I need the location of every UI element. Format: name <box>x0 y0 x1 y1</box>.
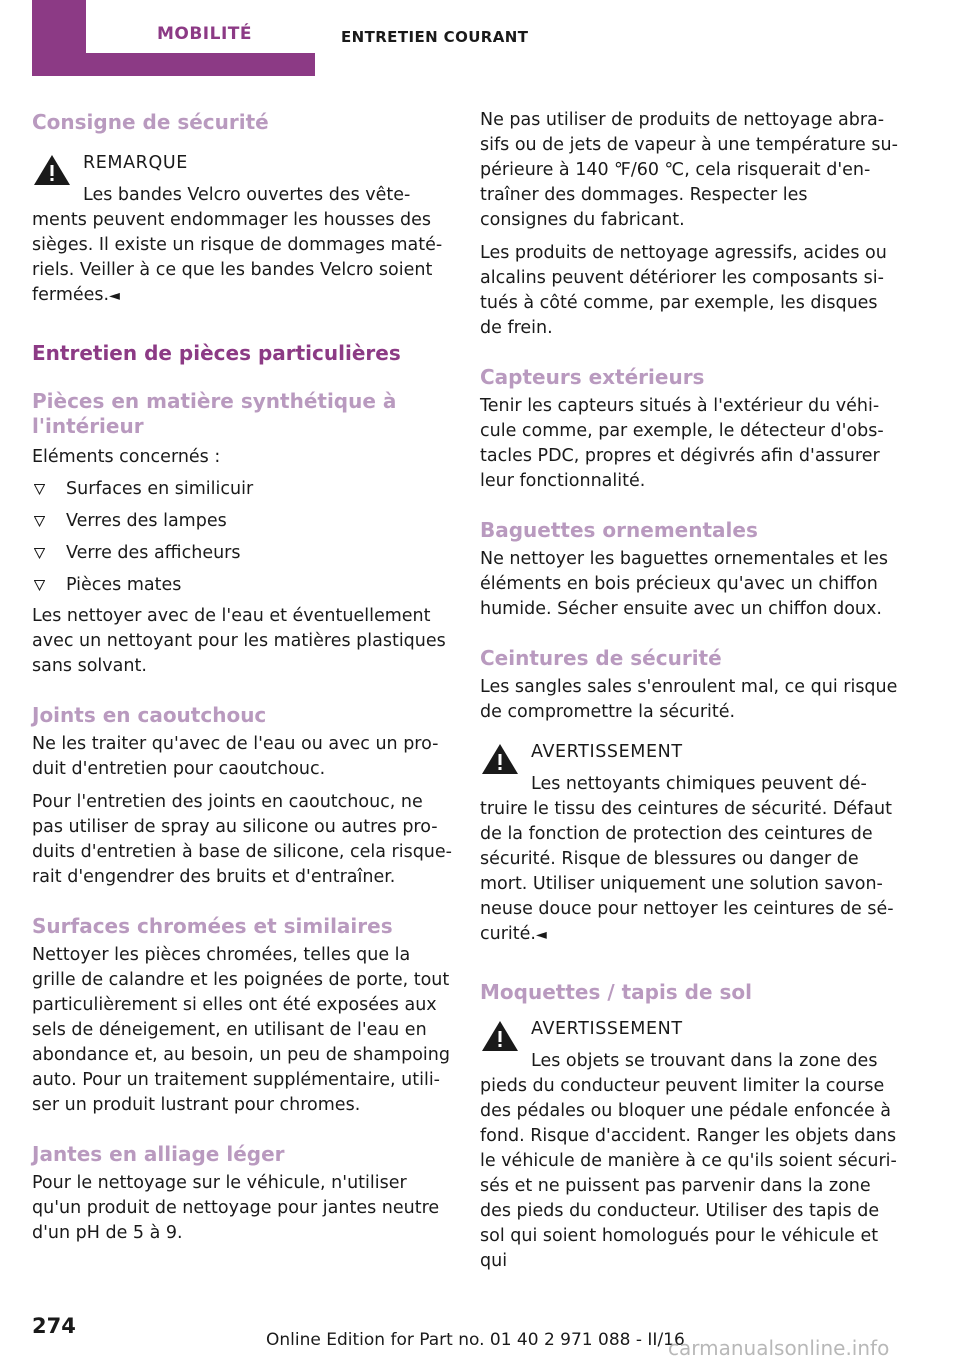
list-item: Verres des lampes <box>32 509 452 534</box>
synthetic-text: Les nettoyer avec de l'eau et éventuellement avec un nettoyant pour les matières plastiques sans solvant. <box>32 606 446 676</box>
page-number: 274 <box>32 1314 76 1338</box>
alloy-text: Pour le nettoyage sur le véhicule, n'utiliser qu'un produit de nettoyage pour jantes neutre d'un pH de 5 à 9. <box>32 1173 440 1243</box>
carpets-warning-notice <box>480 1016 900 1274</box>
heading-belts: Ceintures de sécurité <box>480 646 722 670</box>
list-item: Verre des afficheurs <box>32 541 452 566</box>
remark-text-rest: ments peuvent endommager les housses des sièges. Il existe un risque de dommages maté-riels. Veiller à ce que les bandes Velcro soient fermées. <box>32 210 443 305</box>
carpets-warning-title: AVERTISSEMENT <box>531 1019 683 1039</box>
belts-warning-notice <box>480 739 900 948</box>
triangle-bullet-icon <box>34 548 45 559</box>
end-mark: ◄ <box>109 288 120 304</box>
warning-triangle-icon <box>480 1018 520 1054</box>
belts-warning-text-rest: truire le tissu des ceintures de sécurité. Défaut de la fonction de protection des ceintures de sécurité. Risque de blessures ou danger de mort. Utiliser uniquement une solution savon-neuse douce pour nettoyer les ceintures de sé-curité. <box>480 799 894 944</box>
warning-triangle-icon <box>32 152 72 188</box>
trim-text: Ne nettoyer les baguettes ornementales et les éléments en bois précieux qu'avec un chiffon humide. Sécher ensuite avec un chiffon doux. <box>480 549 889 619</box>
aggressive-text: Les produits de nettoyage agressifs, acides ou alcalins peuvent détériorer les composants si-tués à côté comme, par exemple, les disques de frein. <box>480 243 887 338</box>
heading-chrome: Surfaces chromées et similaires <box>32 914 393 938</box>
warning-triangle-icon <box>480 741 520 777</box>
belts-warning-text <box>480 797 900 948</box>
sensors-text: Tenir les capteurs situés à l'extérieur du véhi-cule comme, par exemple, le détecteur d'obs-tacles PDC, propres et dégivrés afin d'assurer leur fonctionnalité. <box>480 396 884 491</box>
triangle-bullet-icon <box>34 580 45 591</box>
triangle-bullet-icon <box>34 516 45 527</box>
concerned-label: Eléments concernés : <box>32 447 221 467</box>
edition-footer: Online Edition for Part no. 01 40 2 971 088 - II/16 <box>266 1330 685 1350</box>
heading-sensors: Capteurs extérieurs <box>480 365 705 389</box>
heading-trim: Baguettes ornementales <box>480 518 758 542</box>
remark-title: REMARQUE <box>83 153 188 173</box>
heading-special-parts: Entretien de pièces particulières <box>32 341 401 365</box>
right-column <box>480 108 900 1274</box>
belts-warning-title: AVERTISSEMENT <box>531 742 683 762</box>
belts-warning-text-first: Les nettoyants chimiques peuvent dé- <box>531 774 867 794</box>
chapter-tab-label: MOBILITÉ <box>86 0 323 53</box>
remark-text-first: Les bandes Velcro ouvertes des vête- <box>83 185 411 205</box>
section-title: ENTRETIEN COURANT <box>341 28 529 46</box>
rubber-text-1: Ne les traiter qu'avec de l'eau ou avec un pro-duit d'entretien pour caoutchouc. <box>32 734 439 779</box>
triangle-bullet-icon <box>34 484 45 495</box>
belts-text: Les sangles sales s'enroulent mal, ce qui risque de compromettre la sécurité. <box>480 677 898 722</box>
list-item: Surfaces en similicuir <box>32 477 452 502</box>
heading-rubber: Joints en caoutchouc <box>32 703 267 727</box>
watermark: carmanualsonline.info <box>668 1336 890 1360</box>
carpets-warning-text-first: Les objets se trouvant dans la zone des <box>531 1051 878 1071</box>
heading-alloy: Jantes en alliage léger <box>32 1142 285 1166</box>
remark-text <box>32 208 452 309</box>
heading-synthetic: Pièces en matière synthétique à l'intérieur <box>32 389 397 438</box>
remark-notice <box>32 150 452 309</box>
chrome-text: Nettoyer les pièces chromées, telles que la grille de calandre et les poignées de porte, tout particulièrement si elles ont été exposées aux sels de déneigement, en utilisant de l'eau en abondance et, au besoin, un peu de shampoing auto. Pour un traitement supplémentaire, utili-ser un produit lustrant pour chromes. <box>32 945 450 1115</box>
heading-safety: Consigne de sécurité <box>32 110 269 134</box>
rubber-text-2: Pour l'entretien des joints en caoutchouc, ne pas utiliser de spray au silicone ou autres pro-duits d'entretien à base de silicone, cela risque-rait d'engendrer des bruits et d'entraîner. <box>32 792 452 887</box>
abrasive-text: Ne pas utiliser de produits de nettoyage abra-sifs ou de jets de vapeur à une température su-périeure à 140 ℉/60 ℃, cela risquerait d'en-traîner des dommages. Respecter les consignes du fabricant. <box>480 110 898 230</box>
left-column <box>32 108 452 1246</box>
end-mark: ◄ <box>535 927 547 943</box>
concerned-list <box>32 477 452 598</box>
chapter-tab <box>32 0 315 76</box>
list-item: Pièces mates <box>32 573 452 598</box>
heading-carpets: Moquettes / tapis de sol <box>480 980 753 1004</box>
carpets-warning-text: pieds du conducteur peuvent limiter la course des pédales ou bloquer une pédale enfoncée à fond. Risque d'accident. Ranger les objets dans le véhicule de manière à ce qu'ils soient sécuri-sés et ne puissent pas parvenir dans la zone des pieds du conducteur. Utiliser des tapis de sol qui soient homologués pour le véhicule et qui <box>480 1076 897 1271</box>
